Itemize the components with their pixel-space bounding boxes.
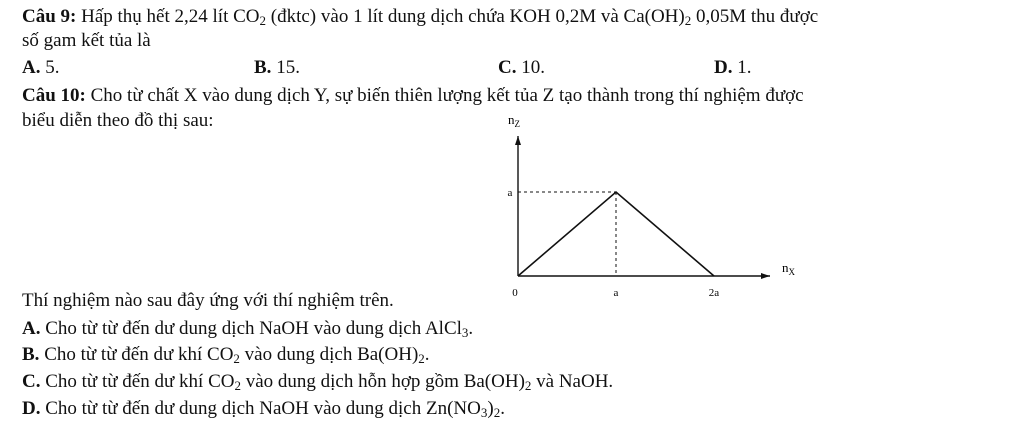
- y-axis-arrow: [515, 136, 521, 145]
- x-axis-label: $n_X$: [782, 260, 795, 277]
- q10-line2: biểu diễn theo đồ thị sau:: [22, 110, 214, 131]
- q9-line1: [22, 6, 818, 28]
- q10-option-b: B. Cho từ từ đến dư khí $CO_2$ vào dung dịch $Ba(OH)_2$.: [22, 344, 430, 366]
- x-tick-label: 0: [512, 287, 518, 299]
- y-tick-label: a: [507, 187, 513, 199]
- x-tick-label: 2a: [708, 287, 720, 299]
- q10-option-a: A. Cho từ từ đến dư dung dịch NaOH vào dung dịch AlCl$_3$.: [22, 318, 474, 340]
- x-axis-arrow: [761, 273, 770, 279]
- q9-co2-sub: 2: [259, 13, 267, 28]
- q9-text-c: 0,05M thu được: [691, 6, 819, 27]
- q10-option-c: C. Cho từ từ đến dư khí $CO_2$ vào dung dịch hỗn hợp gồm $Ba(OH)_2$ và NaOH.: [22, 371, 614, 393]
- q9-option-d: D. 1.: [714, 57, 752, 78]
- q10-label: Câu 10:: [22, 85, 86, 106]
- precipitate-graph: [490, 108, 810, 308]
- q9-caoh-sub: 2: [684, 13, 692, 28]
- q9-option-c: C. 10.: [498, 57, 545, 78]
- q9-text-a: Hấp thụ hết 2,24 lít CO: [76, 6, 260, 27]
- q10-line1: [22, 85, 804, 107]
- q10-text: Cho từ chất X vào dung dịch Y, sự biến thiên lượng kết tủa Z tạo thành trong thí nghiệm được: [85, 85, 804, 106]
- y-axis-label: $n_Z$: [508, 112, 520, 129]
- q9-option-a: A. 5.: [22, 57, 60, 78]
- q10-question: Thí nghiệm nào sau đây ứng với thí nghiệm trên.: [22, 290, 394, 311]
- q9-label: Câu 9:: [22, 6, 77, 27]
- x-tick-label: a: [613, 287, 619, 299]
- graph-marks: [518, 192, 714, 276]
- y-axis-label-sub: Z: [514, 119, 520, 129]
- x-axis-label-sub: X: [788, 267, 795, 277]
- q9-text-b: (đktc) vào 1 lít dung dịch chứa KOH 0,2M và Ca(OH): [266, 6, 685, 27]
- q9-option-b: B. 15.: [254, 57, 300, 78]
- graph-axes: [508, 112, 796, 299]
- q9-line2: số gam kết tủa là: [22, 30, 151, 51]
- q10-option-d: D. Cho từ từ đến dư dung dịch NaOH vào dung dịch $Zn(NO_3)_2$.: [22, 398, 505, 420]
